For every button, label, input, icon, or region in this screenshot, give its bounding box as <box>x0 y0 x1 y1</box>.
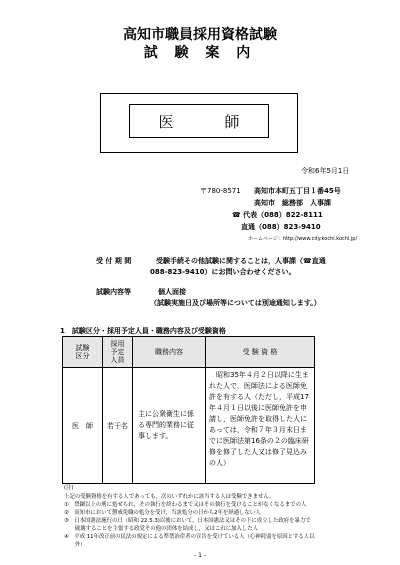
cell-qualification: 昭和35年４月２日以降に生まれた人で，医師法による医師免許を有する人（ただし，平成17年４月１日以後に医師免許を申請し，医師免許を取得した人にあっては，令和７年３月末日までに医師法第16条の２の臨床研修を修了した人又は修了見込みの人） <box>206 368 315 484</box>
position-title: 医 師 <box>129 104 269 138</box>
issue-date: 令和6年5月1日 <box>301 167 350 175</box>
section-heading: 1 試験区分・採用予定人員・職務内容及び受験資格 <box>60 327 226 335</box>
table-row <box>63 368 315 484</box>
note-item: ① 禁錮以上の刑に処せられ，その執行を終わるまで又はその執行を受けることがなくなるまでの人 <box>64 502 307 508</box>
document-title: 高知市職員採用資格試験 <box>123 27 277 43</box>
note-item: ③ 日本国憲法施行の日（昭和 22.5.3)以後において，日本国憲法又はその下に成立した政府を暴力で <box>64 518 311 524</box>
table-header-row <box>63 337 315 368</box>
phone-direct: 直通（088）823-9410 <box>241 223 321 231</box>
reception-label: 受 付 期 間 <box>96 257 132 265</box>
note-item: ② 高知市において懲戒免職の処分を受け，当該処分の日から2年を経過しない人 <box>64 510 261 516</box>
note-item: 破壊することを主張する政党その他の団体を結成し，又はこれに加入した人 <box>64 526 259 532</box>
header-category: 試験区分 <box>63 337 103 368</box>
page-number: - 1 - <box>194 552 206 559</box>
note-item: 外） <box>64 542 86 548</box>
cell-duties: 主に公衆衛生に係る専門的業務に従事します。 <box>133 368 206 484</box>
homepage-link[interactable]: ホームページ：http://www.city.kochi.kochi.jp/ <box>248 236 358 242</box>
reception-text-1: 受験手続その他試験に関することは，人事課（☎直通 <box>156 257 326 265</box>
header-count: 採用予定人員 <box>103 337 133 368</box>
reception-text-2: 088-823-9410）にお問い合わせください。 <box>150 268 296 276</box>
phone-main: ☎ 代表（088）822-8111 <box>232 211 323 219</box>
exam-label: 試験内容等 <box>96 288 131 296</box>
note-item: ④ 平成 11年改正前の民法の規定による準禁治産者の宣告を受けている人（心神耗弱を原因とする人以 <box>64 534 315 540</box>
qualification-table <box>62 336 315 484</box>
address: 高知市本町五丁目１番45号 <box>254 187 341 195</box>
exam-text-1: 個人面接 <box>158 288 186 296</box>
exam-text-2: （試験実施日及び場所等については別途通知します。） <box>150 299 321 307</box>
cell-category: 医 師 <box>63 368 103 484</box>
header-qualification: 受 験 資 格 <box>206 337 315 368</box>
department: 高知市 総務部 人事課 <box>254 199 331 207</box>
header-duties: 職務内容 <box>133 337 206 368</box>
cell-count: 若干名 <box>103 368 133 484</box>
document-subtitle: 試 験 案 内 <box>143 45 257 61</box>
notes-intro: 上記の受験資格を有する人であっても，次のいずれかに該当する人は受験できません。 <box>64 494 275 500</box>
postal-code: 〒780-8571 <box>200 187 241 195</box>
notes-label: (注) <box>64 485 74 491</box>
position-box <box>100 93 298 153</box>
